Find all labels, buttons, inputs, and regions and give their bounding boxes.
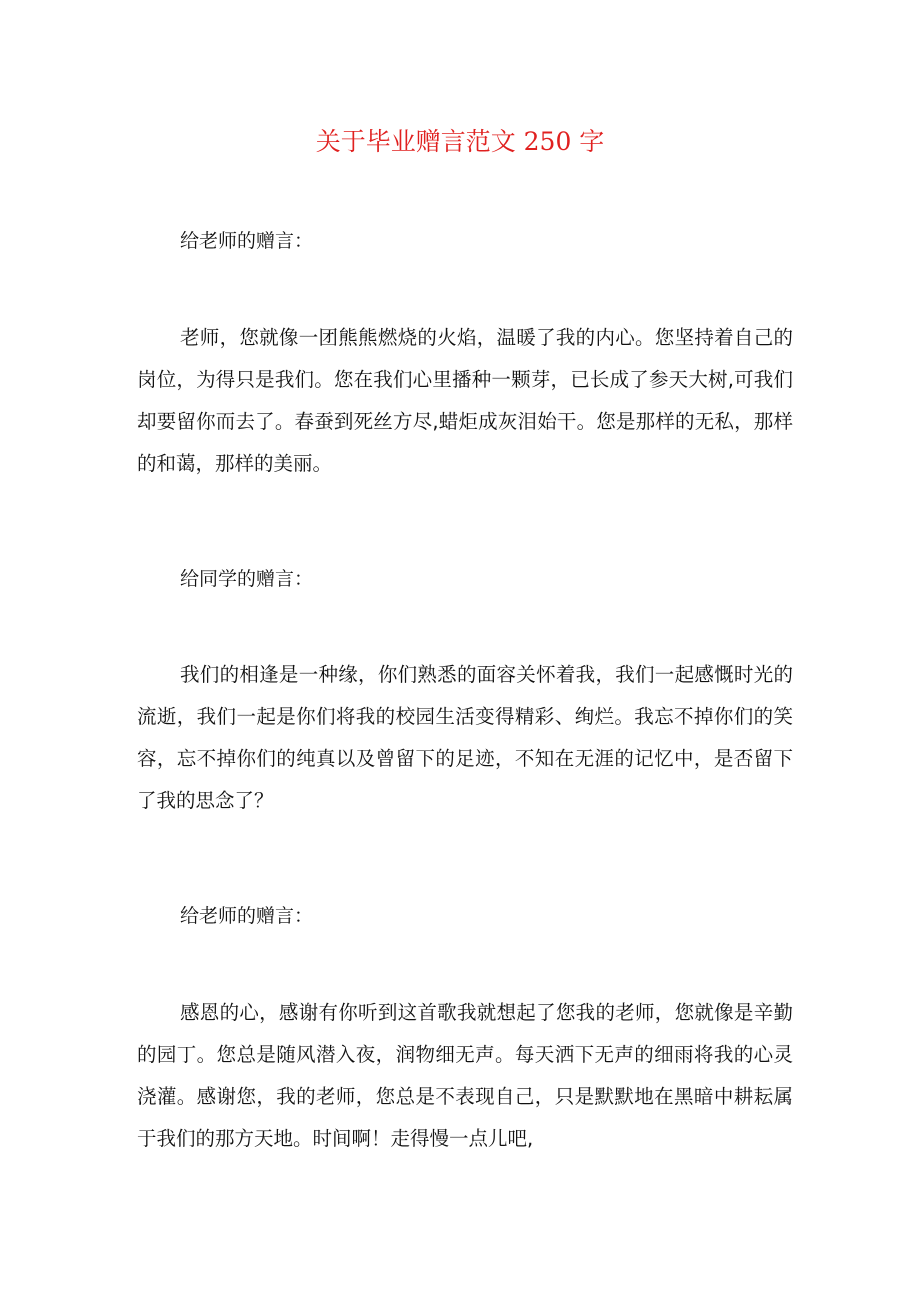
section-body-teacher: 老师，您就像一团熊熊燃烧的火焰，温暖了我的内心。您坚持着自己的岗位，为得只是我们。您在我们心里播种一颗芽，已长成了参天大树,可我们却要留你而去了。春蚕到死丝方尽,蜡炬成灰泪始干。您是那样的无私，那样的和蔼，那样的美丽。 [137, 326, 793, 475]
section-body-classmates: 我们的相逢是一种缘，你们熟悉的面容关怀着我，我们一起感慨时光的流逝，我们一起是你们将我的校园生活变得精彩、绚烂。我忘不掉你们的笑容，忘不掉你们的纯真以及曾留下的足迹，不知在无涯的记忆中，是否留下了我的思念了？ [137, 663, 793, 812]
section-heading-teacher: 给老师的赠言： [180, 230, 314, 252]
section-heading-teacher-2: 给老师的赠言： [180, 905, 314, 927]
document-title: 关于毕业赠言范文 250 字 [315, 127, 605, 156]
section-body-teacher-2: 感恩的心，感谢有你听到这首歌我就想起了您我的老师，您就像是辛勤的园丁。您总是随风潜入夜，润物细无声。每天洒下无声的细雨将我的心灵浇灌。感谢您，我的老师，您总是不表现自己，只是默默地在黑暗中耕耘属于我们的那方天地。时间啊！走得慢一点儿吧, [137, 1001, 793, 1150]
section-heading-classmates: 给同学的赠言： [180, 568, 314, 590]
